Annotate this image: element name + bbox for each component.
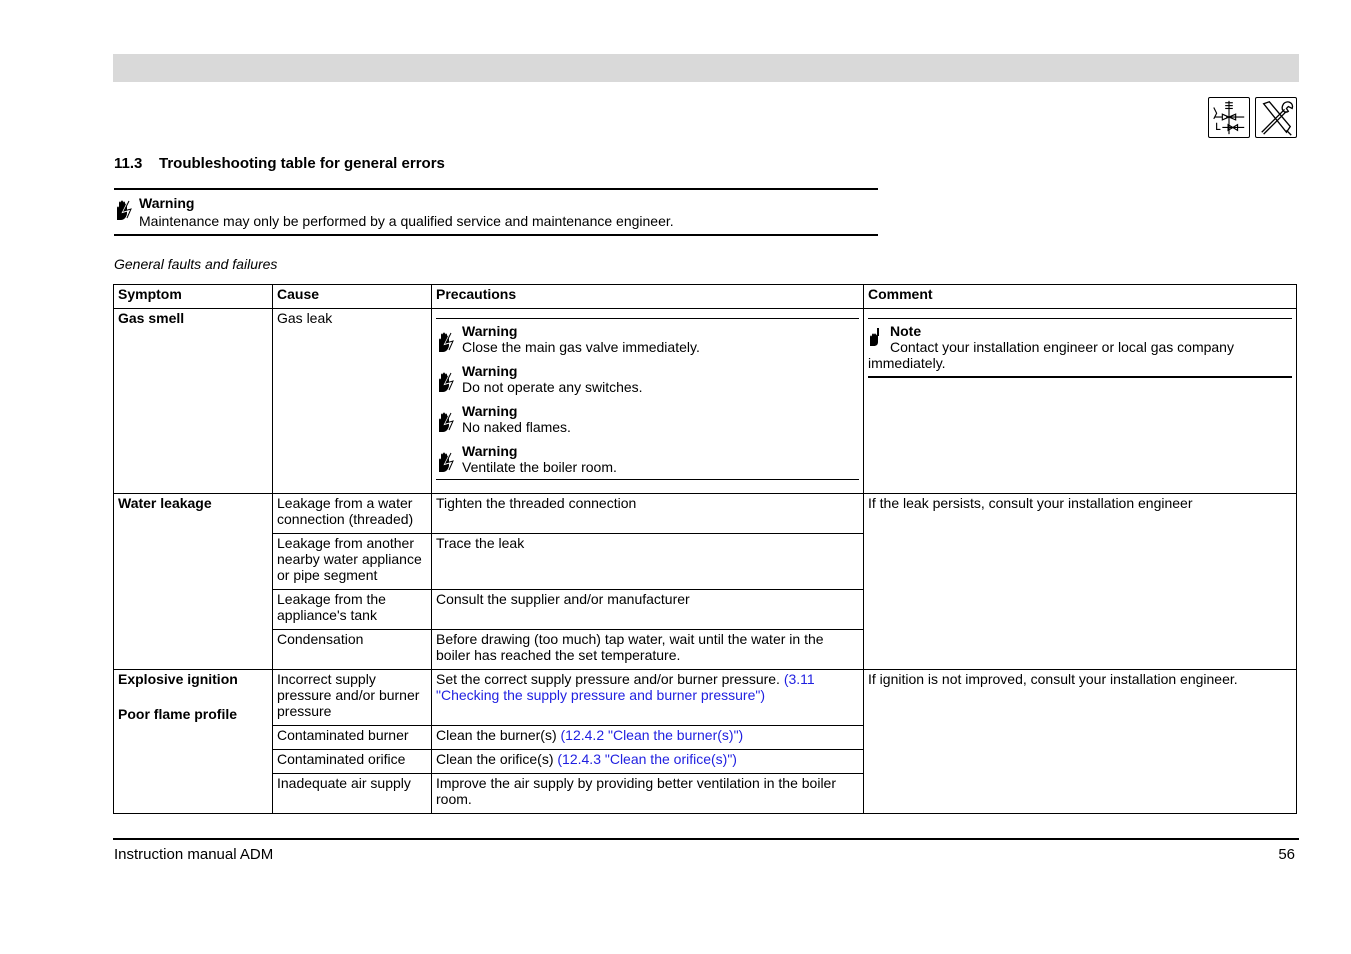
troubleshooting-table xyxy=(113,284,1297,814)
installer-valve-icon xyxy=(1208,97,1250,138)
note-hand-icon xyxy=(868,327,882,347)
header-cause: Cause xyxy=(273,285,432,309)
table-caption: General faults and failures xyxy=(114,256,278,272)
table-header-row xyxy=(114,285,1297,309)
cause-cell: Contaminated burner xyxy=(273,726,432,750)
symptom-explosive-ignition: Explosive ignition xyxy=(118,671,238,687)
symptom-cell xyxy=(114,670,273,814)
symptom-poor-flame-profile: Poor flame profile xyxy=(118,706,238,722)
section-heading xyxy=(114,155,445,172)
precautions-cell: Before drawing (too much) tap water, wait until the water in the boiler has reached the set temperature. xyxy=(432,630,864,670)
cause-cell: Leakage from another nearby water appliance or pipe segment xyxy=(273,534,432,590)
warning-title: Warning xyxy=(462,403,518,419)
warning-hand-icon xyxy=(436,331,454,353)
warning-hand-icon xyxy=(436,411,454,433)
table-row-gas xyxy=(114,309,1297,494)
note-text-line-1: Contact your installation engineer or local gas company xyxy=(890,339,1234,355)
symptom-cell: Gas smell xyxy=(114,309,273,494)
header-precautions: Precautions xyxy=(432,285,864,309)
symptom-cell: Water leakage xyxy=(114,494,273,670)
header-comment: Comment xyxy=(864,285,1297,309)
precaution-text: Set the correct supply pressure and/or burner pressure. xyxy=(436,671,784,687)
precautions-cell xyxy=(432,309,864,494)
warning-item xyxy=(436,443,859,475)
precautions-cell: Tighten the threaded connection xyxy=(432,494,864,534)
cause-cell: Leakage from a water connection (threaded) xyxy=(273,494,432,534)
table-row-ignition xyxy=(114,670,1297,726)
warning-item xyxy=(436,323,859,355)
warning-text: Maintenance may only be performed by a qualified service and maintenance engineer. xyxy=(139,213,674,229)
precaution-text: Clean the orifice(s) xyxy=(436,751,558,767)
cause-cell: Contaminated orifice xyxy=(273,750,432,774)
header-bar xyxy=(113,54,1299,82)
warning-text: Ventilate the boiler room. xyxy=(462,459,617,475)
warning-text: Close the main gas valve immediately. xyxy=(462,339,700,355)
header-symptom: Symptom xyxy=(114,285,273,309)
comment-cell xyxy=(864,309,1297,494)
warning-hand-icon xyxy=(436,371,454,393)
cause-cell: Leakage from the appliance's tank xyxy=(273,590,432,630)
warning-title: Warning xyxy=(462,323,518,339)
note-text-line-2: immediately. xyxy=(868,355,946,371)
precautions-cell xyxy=(432,726,864,750)
crossref-link[interactable]: (12.4.2 "Clean the burner(s)") xyxy=(560,727,744,743)
warning-item xyxy=(436,363,859,395)
maintenance-warning xyxy=(114,188,878,236)
warning-title: Warning xyxy=(462,363,518,379)
note-title: Note xyxy=(890,323,922,339)
gas-warnings xyxy=(436,318,859,480)
footer-divider xyxy=(113,838,1299,840)
warning-item xyxy=(436,403,859,435)
cause-cell: Incorrect supply pressure and/or burner pressure xyxy=(273,670,432,726)
footer-manual-title: Instruction manual ADM xyxy=(114,846,274,863)
cause-cell: Inadequate air supply xyxy=(273,774,432,814)
precautions-cell xyxy=(432,670,864,726)
warning-text: No naked flames. xyxy=(462,419,571,435)
warning-text: Do not operate any switches. xyxy=(462,379,643,395)
comment-cell: If the leak persists, consult your installation engineer xyxy=(864,494,1297,670)
warning-title: Warning xyxy=(139,195,195,211)
crossref-link[interactable]: (3.11 "Checking the supply pressure and burner pressure") xyxy=(436,671,815,703)
precautions-cell xyxy=(432,750,864,774)
warning-hand-icon xyxy=(114,199,132,221)
precaution-text: Clean the burner(s) xyxy=(436,727,561,743)
section-number: 11.3 xyxy=(114,155,143,172)
section-title: Troubleshooting table for general errors xyxy=(159,155,445,172)
warning-title: Warning xyxy=(462,443,518,459)
precautions-cell: Consult the supplier and/or manufacturer xyxy=(432,590,864,630)
table-row-water xyxy=(114,494,1297,534)
warning-hand-icon xyxy=(436,451,454,473)
cause-cell: Gas leak xyxy=(273,309,432,494)
crossref-link[interactable]: (12.4.3 "Clean the orifice(s)") xyxy=(557,751,737,767)
page-number: 56 xyxy=(1278,846,1295,863)
precautions-cell: Trace the leak xyxy=(432,534,864,590)
gas-note xyxy=(868,318,1292,378)
precautions-cell: Improve the air supply by providing better ventilation in the boiler room. xyxy=(432,774,864,814)
service-tools-icon xyxy=(1255,97,1297,138)
cause-cell: Condensation xyxy=(273,630,432,670)
comment-cell: If ignition is not improved, consult your installation engineer. xyxy=(864,670,1297,814)
